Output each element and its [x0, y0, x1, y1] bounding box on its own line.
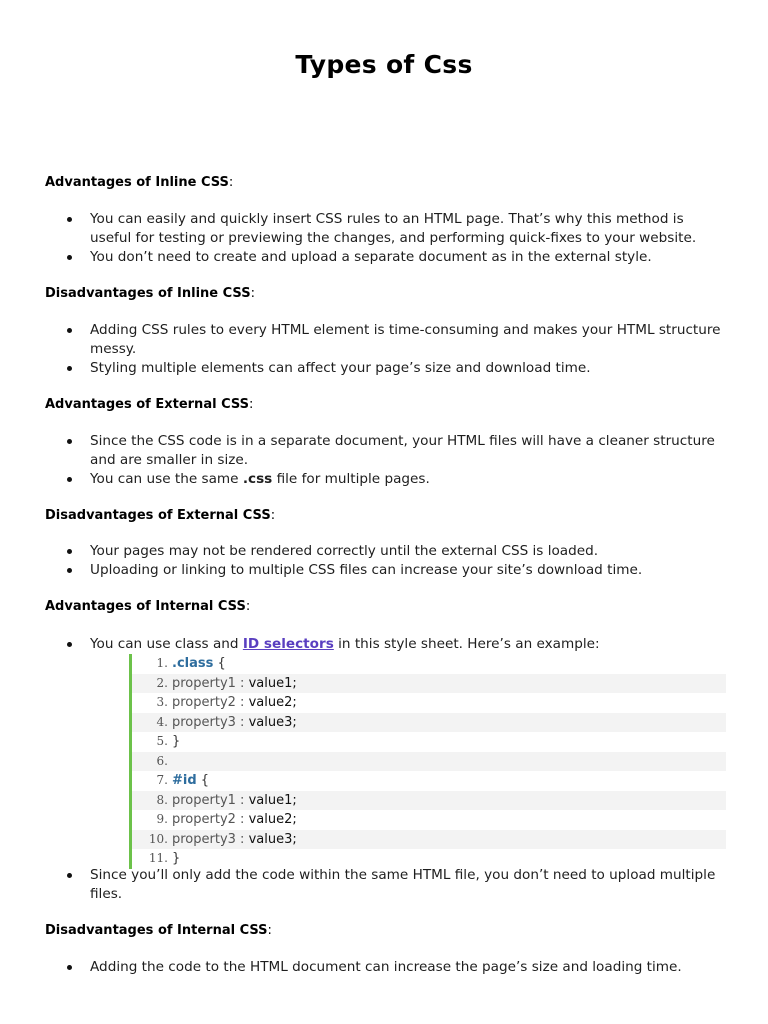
- list-item: Since the CSS code is in a separate document, your HTML files will have a cleaner structure and are smaller in size.: [45, 432, 725, 470]
- code-example: [129, 654, 726, 869]
- heading-advantages-internal: Advantages of Internal CSS:: [45, 599, 251, 614]
- list-item: Adding the code to the HTML document can increase the page’s size and loading time.: [45, 958, 725, 977]
- list-item: Adding CSS rules to every HTML element is time-consuming and makes your HTML structure messy.: [45, 321, 725, 359]
- list-advantages-internal-cont: [45, 866, 725, 904]
- code-line: 2. property1 : value1;: [132, 674, 726, 694]
- list-disadvantages-inline: [45, 321, 725, 378]
- heading-disadvantages-inline: Disadvantages of Inline CSS:: [45, 286, 255, 301]
- list-item: Uploading or linking to multiple CSS files can increase your site’s download time.: [45, 561, 725, 580]
- list-advantages-external: [45, 432, 725, 489]
- code-line: 6.: [132, 752, 726, 772]
- list-advantages-inline: [45, 210, 725, 267]
- list-disadvantages-internal: [45, 958, 725, 977]
- list-item: You can use class and ID selectors in this style sheet. Here’s an example:: [45, 635, 725, 654]
- heading-disadvantages-internal: Disadvantages of Internal CSS:: [45, 923, 272, 938]
- list-item: Since you’ll only add the code within the same HTML file, you don’t need to upload multiple files.: [45, 866, 725, 904]
- code-line: 11. }: [148, 851, 181, 866]
- list-advantages-internal: [45, 635, 725, 654]
- list-item: Your pages may not be rendered correctly until the external CSS is loaded.: [45, 542, 725, 561]
- list-disadvantages-external: [45, 542, 725, 580]
- code-line: 7. #id {: [156, 773, 210, 788]
- page-title: Types of Css: [295, 50, 473, 79]
- code-line: 5. }: [156, 734, 181, 749]
- heading-advantages-external: Advantages of External CSS:: [45, 397, 254, 412]
- list-item: You don’t need to create and upload a separate document as in the external style.: [45, 248, 725, 267]
- code-line: 10. property3 : value3;: [132, 830, 726, 850]
- id-selectors-link[interactable]: ID selectors: [242, 636, 334, 652]
- heading-advantages-inline: Advantages of Inline CSS:: [45, 175, 234, 190]
- list-item: You can use the same .css file for multiple pages.: [45, 470, 725, 489]
- list-item: Styling multiple elements can affect your page’s size and download time.: [45, 359, 725, 378]
- code-line: 9. property2 : value2;: [156, 812, 297, 827]
- code-line: 8. property1 : value1;: [132, 791, 726, 811]
- code-line: 3. property2 : value2;: [156, 695, 297, 710]
- list-item: You can easily and quickly insert CSS rules to an HTML page. That’s why this method is useful for testing or previewing the changes, and performing quick-fixes to your website.: [45, 210, 725, 248]
- heading-disadvantages-external: Disadvantages of External CSS:: [45, 508, 276, 523]
- code-line: 1. .class {: [156, 656, 226, 671]
- code-line: 4. property3 : value3;: [132, 713, 726, 733]
